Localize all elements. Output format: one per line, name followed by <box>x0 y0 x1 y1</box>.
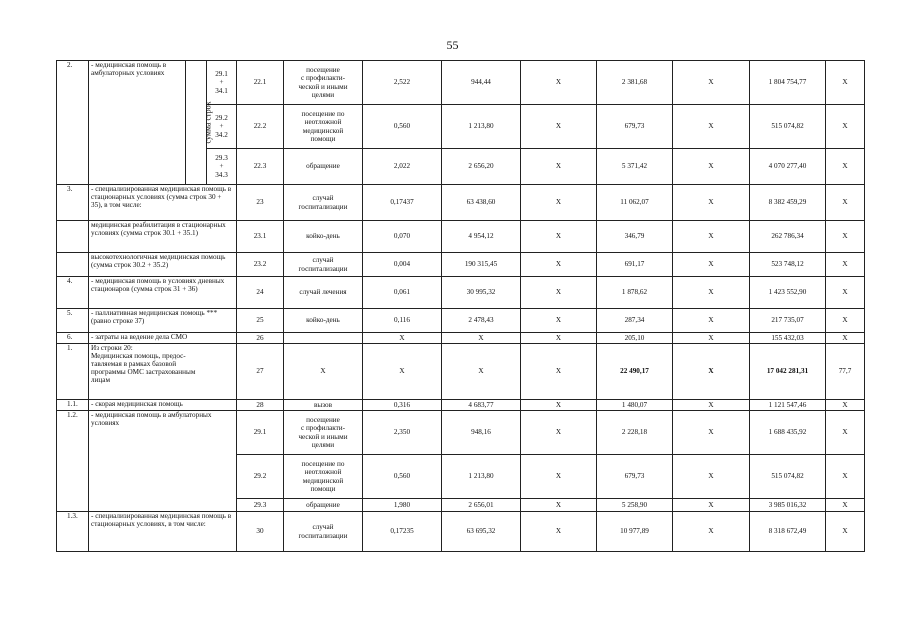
line-code: 30 <box>237 512 284 552</box>
percent: X <box>826 149 865 185</box>
oms-total: 8 318 672,49 <box>750 512 826 552</box>
budget-total: X <box>673 149 750 185</box>
table-row <box>57 411 865 455</box>
oms-per-capita: 5 258,90 <box>597 499 673 512</box>
budget-per-capita: X <box>521 105 597 149</box>
budget-per-capita: X <box>521 253 597 277</box>
budget-per-capita: X <box>521 512 597 552</box>
oms-per-capita: 205,10 <box>597 333 673 344</box>
unit: X <box>284 344 363 400</box>
line-code: 28 <box>237 400 284 411</box>
budget-per-capita: X <box>521 61 597 105</box>
table-row <box>57 309 865 333</box>
cost-per-unit: 944,44 <box>442 61 521 105</box>
unit: случай лечения <box>284 277 363 309</box>
row-number: 5. <box>57 309 89 333</box>
oms-total: 217 735,07 <box>750 309 826 333</box>
oms-per-capita: 2 228,18 <box>597 411 673 455</box>
budget-total: X <box>673 455 750 499</box>
oms-per-capita: 346,79 <box>597 221 673 253</box>
budget-total: X <box>673 411 750 455</box>
percent: X <box>826 105 865 149</box>
oms-total: 1 423 552,90 <box>750 277 826 309</box>
unit: случай госпитализации <box>284 185 363 221</box>
cost-per-unit: X <box>442 333 521 344</box>
line-code: 22.1 <box>237 61 284 105</box>
table-row <box>57 277 865 309</box>
budget-per-capita: X <box>521 455 597 499</box>
unit: обращение <box>284 499 363 512</box>
volume: X <box>363 344 442 400</box>
percent: X <box>826 333 865 344</box>
oms-total: 3 985 016,32 <box>750 499 826 512</box>
unit: посещение по неотложной медицинской помощи <box>284 105 363 149</box>
unit <box>284 333 363 344</box>
unit: посещение с профилакти- ческой и иными целями <box>284 61 363 105</box>
percent: X <box>826 309 865 333</box>
volume: X <box>363 333 442 344</box>
row-number: 1.2. <box>57 411 89 512</box>
oms-total: 262 786,34 <box>750 221 826 253</box>
oms-per-capita: 22 490,17 <box>597 344 673 400</box>
row-name: - медицинская помощь в условиях дневных стационаров (сумма строк 31 + 36) <box>89 277 237 309</box>
group-label-cell <box>186 61 213 185</box>
table-row <box>57 344 865 400</box>
oms-per-capita: 2 381,68 <box>597 61 673 105</box>
line-code: 26 <box>237 333 284 344</box>
volume: 2,022 <box>363 149 442 185</box>
budget-total: X <box>673 221 750 253</box>
cost-per-unit: 4 683,77 <box>442 400 521 411</box>
budget-per-capita: X <box>521 149 597 185</box>
page-number: 55 <box>446 38 459 52</box>
line-code: 25 <box>237 309 284 333</box>
oms-per-capita: 287,34 <box>597 309 673 333</box>
budget-total: X <box>673 277 750 309</box>
table-row <box>57 185 865 221</box>
oms-per-capita: 679,73 <box>597 105 673 149</box>
budget-per-capita: X <box>521 344 597 400</box>
volume: 2,522 <box>363 61 442 105</box>
group-label: сумма строк <box>203 101 213 144</box>
cost-per-unit: 1 213,80 <box>442 105 521 149</box>
table-row <box>57 221 865 253</box>
line-code: 29.2 <box>237 455 284 499</box>
unit: случай госпитализации <box>284 253 363 277</box>
row-name: - паллиативная медицинская помощь *** (равно строке 37) <box>89 309 237 333</box>
budget-per-capita: X <box>521 411 597 455</box>
table-row <box>57 400 865 411</box>
percent: X <box>826 277 865 309</box>
budget-total: X <box>673 253 750 277</box>
sub-row-ref: 29.3 + 34.3 <box>207 149 237 185</box>
row-name: высокотехнологичная медицинская помощь (сумма строк 30.2 + 35.2) <box>89 253 237 277</box>
unit: койко-день <box>284 221 363 253</box>
volume: 1,980 <box>363 499 442 512</box>
budget-total: X <box>673 512 750 552</box>
row-name: - скорая медицинская помощь <box>89 400 237 411</box>
unit: койко-день <box>284 309 363 333</box>
cost-per-unit: 948,16 <box>442 411 521 455</box>
line-code: 22.2 <box>237 105 284 149</box>
oms-total: 17 042 281,31 <box>750 344 826 400</box>
row-number: 1. <box>57 344 89 400</box>
line-code: 22.3 <box>237 149 284 185</box>
percent: X <box>826 455 865 499</box>
cost-per-unit: X <box>442 344 521 400</box>
cost-per-unit: 30 995,32 <box>442 277 521 309</box>
line-code: 24 <box>237 277 284 309</box>
percent: 77,7 <box>826 344 865 400</box>
table-row <box>57 333 865 344</box>
budget-per-capita: X <box>521 499 597 512</box>
percent: X <box>826 61 865 105</box>
cost-per-unit: 2 656,20 <box>442 149 521 185</box>
oms-total: 515 074,82 <box>750 455 826 499</box>
cost-per-unit: 63 695,32 <box>442 512 521 552</box>
percent: X <box>826 253 865 277</box>
budget-total: X <box>673 309 750 333</box>
budget-per-capita: X <box>521 309 597 333</box>
oms-total: 1 804 754,77 <box>750 61 826 105</box>
oms-total: 4 070 277,40 <box>750 149 826 185</box>
row-name: - медицинская помощь в амбулаторных условиях <box>89 61 186 185</box>
volume: 0,560 <box>363 455 442 499</box>
cost-per-unit: 190 315,45 <box>442 253 521 277</box>
budget-per-capita: X <box>521 277 597 309</box>
budget-total: X <box>673 105 750 149</box>
oms-per-capita: 691,17 <box>597 253 673 277</box>
budget-total: X <box>673 333 750 344</box>
cost-per-unit: 63 438,60 <box>442 185 521 221</box>
budget-total: X <box>673 400 750 411</box>
volume: 2,350 <box>363 411 442 455</box>
percent: X <box>826 185 865 221</box>
volume: 0,17437 <box>363 185 442 221</box>
budget-per-capita: X <box>521 333 597 344</box>
row-number: 2. <box>57 61 89 185</box>
financing-table <box>56 60 865 552</box>
row-name: - специализированная медицинская помощь в стационарных условиях, в том числе: <box>89 512 237 552</box>
oms-total: 155 432,03 <box>750 333 826 344</box>
row-name: медицинская реабилитация в стационарных условиях (сумма строк 30.1 + 35.1) <box>89 221 237 253</box>
budget-total: X <box>673 61 750 105</box>
unit: посещение с профилакти- ческой и иными целями <box>284 411 363 455</box>
volume: 0,070 <box>363 221 442 253</box>
oms-per-capita: 5 371,42 <box>597 149 673 185</box>
oms-per-capita: 11 062,07 <box>597 185 673 221</box>
table-row <box>57 253 865 277</box>
percent: X <box>826 512 865 552</box>
oms-total: 515 074,82 <box>750 105 826 149</box>
oms-total: 523 748,12 <box>750 253 826 277</box>
budget-per-capita: X <box>521 185 597 221</box>
table-row <box>57 512 865 552</box>
percent: X <box>826 499 865 512</box>
unit: случай госпитализации <box>284 512 363 552</box>
percent: X <box>826 221 865 253</box>
line-code: 27 <box>237 344 284 400</box>
line-code: 29.3 <box>237 499 284 512</box>
row-name: - затраты на ведение дела СМО <box>89 333 237 344</box>
sub-row-ref: 29.1 + 34.1 <box>207 61 237 105</box>
volume: 0,116 <box>363 309 442 333</box>
volume: 0,560 <box>363 105 442 149</box>
percent: X <box>826 411 865 455</box>
row-number: 3. <box>57 185 89 221</box>
cost-per-unit: 2 656,01 <box>442 499 521 512</box>
unit: посещение по неотложной медицинской помощи <box>284 455 363 499</box>
row-number: 6. <box>57 333 89 344</box>
row-name: Из строки 20: Медицинская помощь, предос- тавляемая в рамках базовой программы ОМС застрахованным лицам <box>89 344 237 400</box>
oms-per-capita: 679,73 <box>597 455 673 499</box>
line-code: 29.1 <box>237 411 284 455</box>
row-number <box>57 253 89 277</box>
row-name: - специализированная медицинская помощь в стационарных условиях (сумма строк 30 + 35), в том числе: <box>89 185 237 221</box>
line-code: 23.1 <box>237 221 284 253</box>
volume: 0,17235 <box>363 512 442 552</box>
oms-per-capita: 1 878,62 <box>597 277 673 309</box>
row-number: 1.1. <box>57 400 89 411</box>
oms-total: 8 382 459,29 <box>750 185 826 221</box>
volume: 0,004 <box>363 253 442 277</box>
sub-row-ref: 29.2 + 34.2 <box>207 105 237 149</box>
cost-per-unit: 4 954,12 <box>442 221 521 253</box>
unit: обращение <box>284 149 363 185</box>
table-row <box>57 61 865 105</box>
oms-per-capita: 1 480,07 <box>597 400 673 411</box>
budget-total: X <box>673 344 750 400</box>
cost-per-unit: 2 478,43 <box>442 309 521 333</box>
line-code: 23 <box>237 185 284 221</box>
unit: вызов <box>284 400 363 411</box>
volume: 0,316 <box>363 400 442 411</box>
row-number: 4. <box>57 277 89 309</box>
cost-per-unit: 1 213,80 <box>442 455 521 499</box>
row-number <box>57 221 89 253</box>
budget-per-capita: X <box>521 400 597 411</box>
oms-total: 1 688 435,92 <box>750 411 826 455</box>
row-name: - медицинская помощь в амбулаторных условиях <box>89 411 237 512</box>
oms-per-capita: 10 977,89 <box>597 512 673 552</box>
volume: 0,061 <box>363 277 442 309</box>
oms-total: 1 121 547,46 <box>750 400 826 411</box>
percent: X <box>826 400 865 411</box>
budget-per-capita: X <box>521 221 597 253</box>
line-code: 23.2 <box>237 253 284 277</box>
row-number: 1.3. <box>57 512 89 552</box>
budget-total: X <box>673 185 750 221</box>
budget-total: X <box>673 499 750 512</box>
